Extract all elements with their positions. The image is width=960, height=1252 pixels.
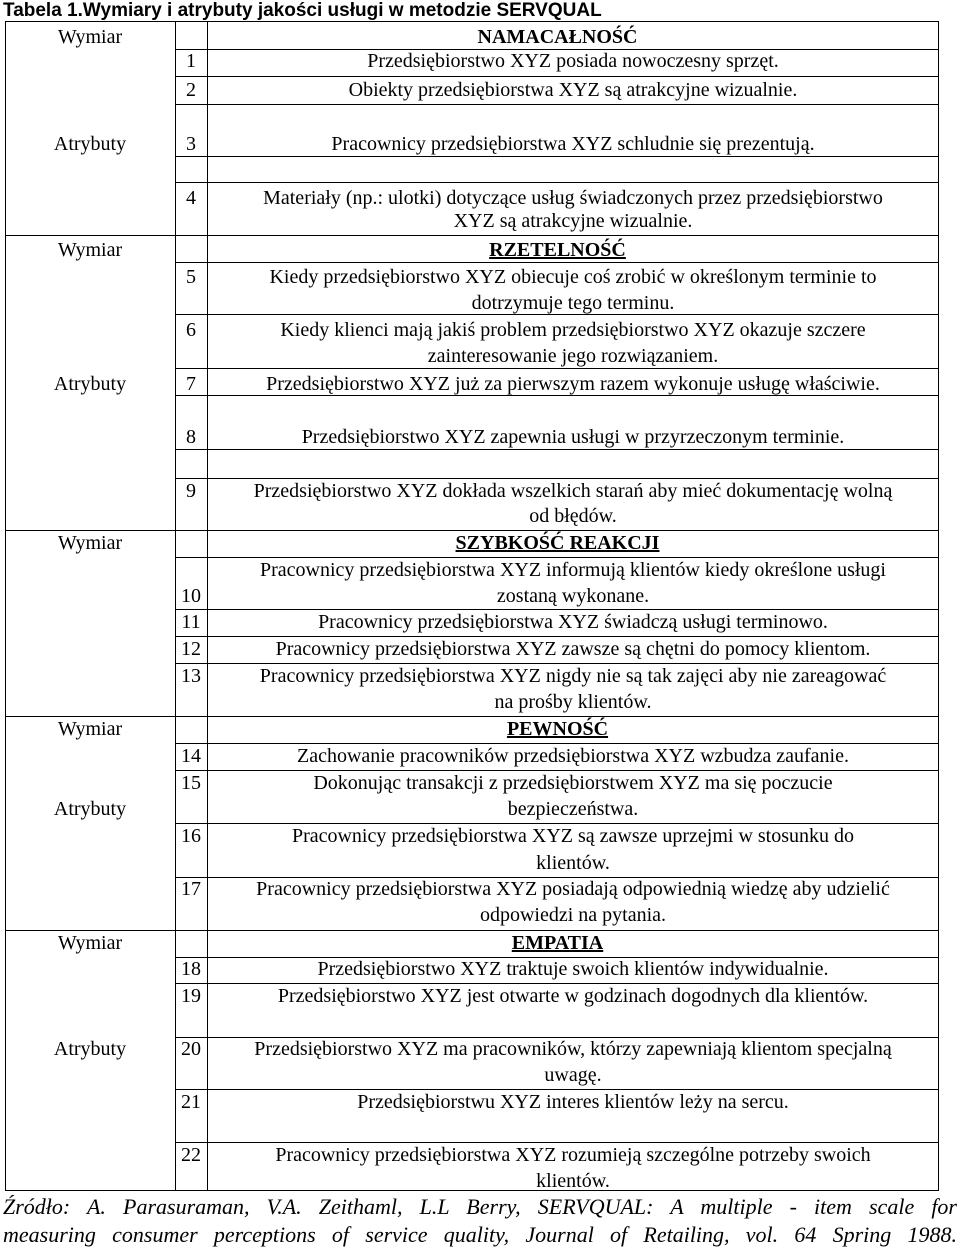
row-divider	[175, 104, 939, 105]
attribute-number: 17	[181, 878, 201, 900]
attribute-description: XYZ są atrakcyjne wizualnie.	[453, 210, 693, 232]
attribute-number: 21	[181, 1091, 201, 1113]
attribute-description: od błędów.	[529, 505, 617, 527]
attribute-number: 11	[181, 611, 201, 633]
row-divider	[175, 182, 939, 183]
dimension-name: EMPATIA	[511, 932, 604, 954]
attribute-number: 20	[181, 1038, 201, 1060]
attribute-description: Pracownicy przedsiębiorstwa XYZ świadczą usługi terminowo.	[318, 611, 828, 633]
attribute-number: 13	[181, 665, 201, 687]
dimension-row-label: Wymiar	[57, 932, 123, 954]
attribute-number: 12	[181, 638, 201, 660]
dimension-row-label: Wymiar	[57, 239, 123, 261]
dimension-name: PEWNOŚĆ	[506, 718, 609, 740]
attribute-number: 19	[181, 985, 201, 1007]
dimension-row-label: Wymiar	[57, 532, 123, 554]
attribute-description: Obiekty przedsiębiorstwa XYZ są atrakcyjne wizualnie.	[348, 79, 798, 101]
dimension-name: NAMACAŁNOŚĆ	[477, 26, 638, 48]
attributes-row-label: Atrybuty	[53, 373, 127, 395]
attribute-description: Przedsiębiorstwo XYZ już za pierwszym razem wykonuje usługę właściwie.	[266, 373, 880, 395]
attribute-description: zainteresowanie jego rozwiązaniem.	[427, 345, 719, 367]
dimension-divider	[5, 235, 939, 236]
source-line: Źródło: A. Parasuraman, V.A. Zeithaml, L.L Berry, SERVQUAL: A multiple - item scale for	[3, 1194, 957, 1219]
attribute-description: Dokonując transakcji z przedsiębiorstwem XYZ ma się poczucie	[313, 772, 833, 794]
attribute-number: 22	[181, 1144, 201, 1166]
attributes-row-label: Atrybuty	[53, 798, 127, 820]
attribute-description: Przedsiębiorstwo XYZ ma pracowników, którzy zapewniają klientom specjalną	[254, 1038, 892, 1060]
attribute-description: Kiedy przedsiębiorstwo XYZ obiecuje coś zrobić w określonym terminie to	[269, 266, 877, 288]
attribute-description: Przedsiębiorstwo XYZ traktuje swoich klientów indywidualnie.	[317, 958, 829, 980]
attribute-number: 14	[181, 745, 201, 767]
attribute-description: klientów.	[536, 852, 610, 874]
dimension-name: SZYBKOŚĆ REAKCJI	[455, 532, 660, 554]
attribute-number: 15	[181, 772, 201, 794]
attribute-description: Przedsiębiorstwo XYZ dokłada wszelkich starań aby mieć dokumentację wolną	[253, 480, 893, 502]
attribute-number: 2	[186, 79, 196, 101]
attribute-description: klientów.	[536, 1170, 610, 1192]
row-divider	[175, 262, 939, 263]
attribute-description: bezpieczeństwa.	[507, 798, 639, 820]
attribute-description: Przedsiębiorstwu XYZ interes klientów leży na sercu.	[357, 1091, 789, 1113]
attribute-number: 18	[181, 958, 201, 980]
attribute-description: Materiały (np.: ulotki) dotyczące usług świadczonych przez przedsiębiorstwo	[263, 187, 883, 209]
table-caption: Tabela 1.Wymiary i atrybuty jakości usługi w metodzie SERVQUAL	[3, 0, 602, 21]
attributes-row-label: Atrybuty	[53, 1038, 127, 1060]
dimension-row-label: Wymiar	[57, 26, 123, 48]
attribute-description: odpowiedzi na pytania.	[479, 904, 667, 926]
source-line: measuring consumer perceptions of service quality, Journal of Retailing, vol. 64 Spring 1988.	[3, 1222, 957, 1247]
attribute-description: uwagę.	[544, 1064, 602, 1086]
attribute-description: Przedsiębiorstwo XYZ zapewnia usługi w przyrzeczonym terminie.	[301, 426, 845, 448]
attribute-description: Zachowanie pracowników przedsiębiorstwa XYZ wzbudza zaufanie.	[297, 745, 849, 767]
attribute-number: 6	[186, 319, 196, 341]
attribute-description: Pracownicy przedsiębiorstwa XYZ posiadają odpowiednią wiedzę aby udzielić	[256, 878, 890, 900]
attribute-description: Przedsiębiorstwo XYZ jest otwarte w godzinach dogodnych dla klientów.	[277, 985, 869, 1007]
attribute-number: 5	[186, 266, 196, 288]
attribute-number: 9	[186, 480, 196, 502]
dimension-name: RZETELNOŚĆ	[489, 239, 626, 261]
attribute-description: Pracownicy przedsiębiorstwa XYZ zawsze są chętni do pomocy klientom.	[275, 638, 871, 660]
attribute-description: Pracownicy przedsiębiorstwa XYZ są zawsze uprzejmi w stosunku do	[291, 825, 855, 847]
attribute-description: Pracownicy przedsiębiorstwa XYZ schludnie się prezentują.	[331, 133, 815, 155]
attribute-number: 10	[181, 585, 201, 607]
attributes-row-label: Atrybuty	[53, 133, 127, 155]
attribute-number: 3	[186, 133, 196, 155]
attribute-description: zostaną wykonane.	[496, 585, 650, 607]
attribute-number: 8	[186, 426, 196, 448]
attribute-description: Pracownicy przedsiębiorstwa XYZ informują klientów kiedy określone usługi	[260, 559, 886, 581]
attribute-number: 4	[186, 187, 196, 209]
attribute-number: 1	[186, 50, 196, 72]
attribute-description: Pracownicy przedsiębiorstwa XYZ rozumieją szczególne potrzeby swoich	[275, 1144, 871, 1166]
attribute-description: dotrzymuje tego terminu.	[471, 292, 675, 314]
attribute-number: 16	[181, 825, 201, 847]
attribute-number: 7	[186, 373, 196, 395]
attribute-description: Kiedy klienci mają jakiś problem przedsiębiorstwo XYZ okazuje szczere	[280, 319, 866, 341]
attribute-description: Przedsiębiorstwo XYZ posiada nowoczesny sprzęt.	[367, 50, 779, 72]
attribute-description: na prośby klientów.	[494, 691, 652, 713]
dimension-row-label: Wymiar	[57, 718, 123, 740]
attribute-description: Pracownicy przedsiębiorstwa XYZ nigdy nie są tak zajęci aby nie zareagować	[259, 665, 887, 687]
